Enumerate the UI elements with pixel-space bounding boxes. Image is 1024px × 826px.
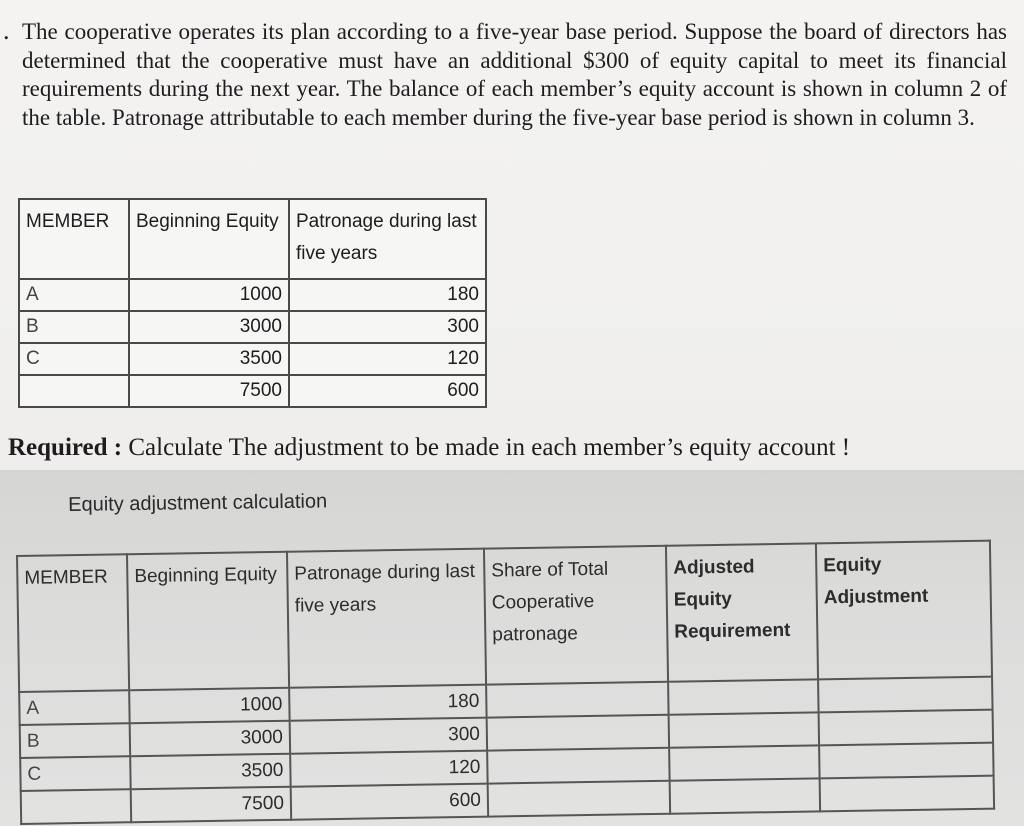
cell-patronage: 300 [290, 718, 487, 754]
problem-statement: The cooperative operates its plan according to a five-year base period. Suppose the board of directors has determined that the cooperative must have an additional $300 of equity capital to meet its financial requirements during the next year. The balance of each member’s equity account is shown in column 2 of the table. Patronage attributable to each member during the five-year base period is shown in column 3. [22, 19, 1007, 130]
cell-share-blank [487, 715, 669, 751]
header-beginning-equity: Beginning Equity [129, 199, 289, 279]
table-row [19, 279, 486, 311]
header-beginning-equity: Beginning Equity [127, 552, 289, 690]
cell-patronage: 300 [289, 311, 486, 343]
cell-adjustment-blank [819, 710, 993, 746]
member-data-table [18, 198, 487, 408]
cell-adjusted-blank [670, 778, 820, 813]
cell-patronage: 120 [290, 751, 487, 787]
calculation-title: Equity adjustment calculation [68, 490, 328, 516]
header-adjusted-equity: Adjusted Equity Requirement [666, 543, 818, 681]
table-row [19, 343, 486, 375]
cell-member: A [19, 690, 130, 725]
cell-patronage: 180 [289, 279, 486, 311]
cell-equity: 3500 [129, 343, 289, 375]
cell-equity: 3000 [129, 311, 289, 343]
cell-adjustment-blank [819, 743, 993, 779]
table-total-row [19, 375, 486, 407]
cell-share-blank [488, 781, 670, 817]
cell-member: B [19, 311, 129, 343]
table-row [19, 311, 486, 343]
table-header-row [17, 541, 992, 692]
cell-equity: 1000 [129, 279, 289, 311]
cell-member [21, 789, 132, 824]
cell-equity: 1000 [129, 688, 289, 724]
cell-adjusted-blank [669, 712, 819, 747]
cell-member: B [20, 723, 131, 758]
cell-member: A [19, 279, 129, 311]
header-share-of-patronage: Share of Total Cooperative patronage [484, 546, 668, 685]
header-patronage: Patronage during last five years [289, 199, 486, 279]
cell-adjusted-blank [668, 679, 818, 714]
header-member: MEMBER [19, 199, 129, 279]
calculation-table-wrapper [16, 540, 995, 825]
cell-member: C [20, 756, 131, 791]
required-instruction [8, 434, 850, 462]
table-header-row [19, 199, 486, 279]
required-label: Required : [8, 434, 123, 461]
cell-equity: 3500 [130, 754, 290, 790]
header-equity-adjustment: Equity Adjustment [816, 541, 992, 680]
list-bullet: . [3, 16, 10, 45]
cell-share-blank [486, 682, 668, 718]
cell-equity-total: 7500 [131, 787, 291, 823]
equity-adjustment-table [16, 540, 995, 825]
header-patronage: Patronage during last five years [287, 549, 486, 688]
cell-equity-total: 7500 [129, 375, 289, 407]
cell-adjusted-blank [669, 745, 819, 780]
header-member: MEMBER [17, 554, 129, 692]
required-text: Calculate The adjustment to be made in each member’s equity account ! [128, 434, 851, 461]
cell-member [19, 375, 129, 407]
cell-patronage-total: 600 [291, 784, 488, 820]
cell-member: C [19, 343, 129, 375]
cell-adjustment-blank [820, 776, 994, 812]
cell-patronage: 180 [289, 685, 486, 721]
cell-share-blank [487, 748, 669, 784]
cell-adjustment-blank [818, 677, 992, 713]
cell-equity: 3000 [130, 721, 290, 757]
cell-patronage: 120 [289, 343, 486, 375]
cell-patronage-total: 600 [289, 375, 486, 407]
